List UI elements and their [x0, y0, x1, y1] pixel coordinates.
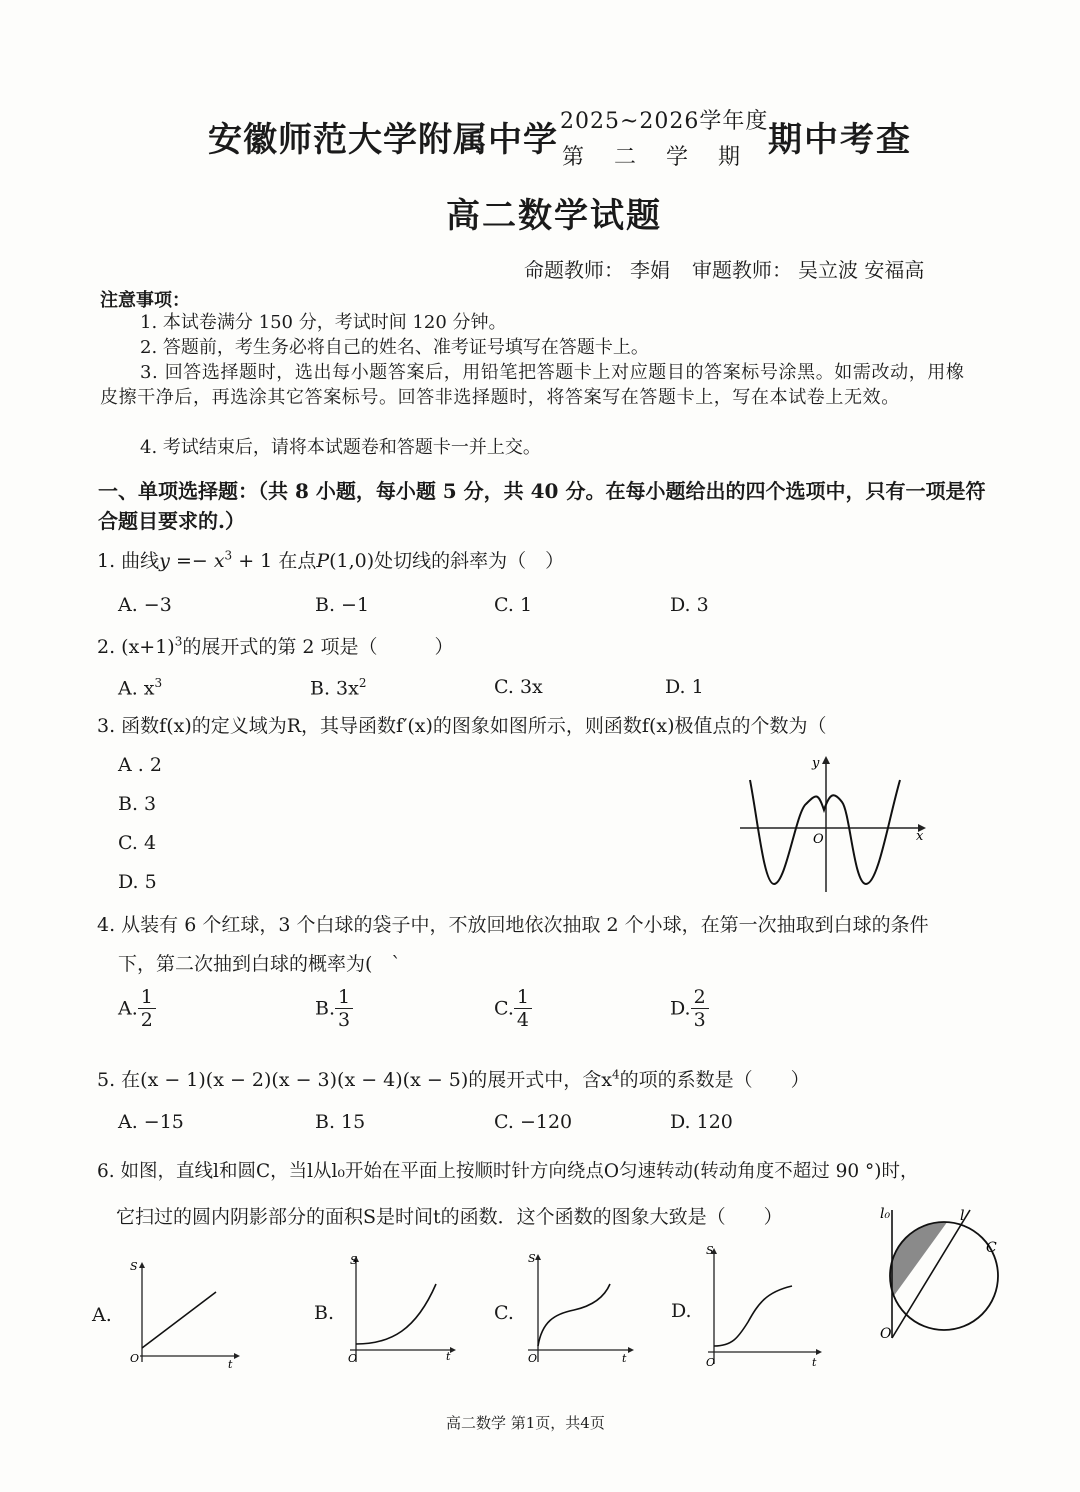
q1-option-a: A. −3 — [118, 594, 172, 616]
q4-option-c: C. $\frac{1}{4}$ — [494, 986, 532, 1031]
x-axis-label: x — [916, 829, 924, 844]
notice-title: 注意事项： — [100, 290, 190, 311]
label-l: l — [960, 1208, 965, 1224]
section-heading: 一、单项选择题：（共 8 小题，每小题 5 分，共 40 分。在每小题给出的四个选项中，只有一项是符合题目要求的.） — [98, 479, 986, 533]
reviewer-label: 审题教师： — [692, 258, 792, 282]
q4-option-b: B. $\frac{1}{3}$ — [315, 986, 353, 1031]
q2-option-c: C. 3x — [494, 676, 543, 698]
q6-option-d-label: D. — [671, 1300, 692, 1322]
q3-option-a: A . 2 — [118, 754, 162, 776]
question-6-line1: 6. 如图，直线l和圆C，当l从l₀开始在平面上按顺时针方向绕点O匀速转动(转动角度不超过 90 °)时， — [97, 1161, 919, 1182]
q6-option-a-label: A. — [92, 1304, 112, 1326]
y-axis-label: y — [812, 756, 820, 771]
q6-graph-b — [336, 1250, 460, 1368]
school-year: 2025~2026学年度 — [560, 109, 769, 134]
curve-d — [714, 1286, 792, 1346]
q3-option-b: B. 3 — [118, 793, 157, 815]
term: 第二学期 — [562, 145, 771, 170]
q2-option-a: A. $x^3$ — [118, 676, 163, 700]
exam-type: 期中考查 — [768, 120, 912, 160]
derivative-graph — [736, 752, 936, 898]
q6-option-c-label: C. — [494, 1302, 514, 1324]
s-axis-label: S — [528, 1252, 536, 1265]
s-axis-label: S — [130, 1260, 138, 1273]
notice-item: 2. 答题前，考生务必将自己的姓名、准考证号填写在答题卡上。 — [140, 337, 649, 358]
label-o: O — [880, 1326, 892, 1342]
q6-graph-c — [514, 1248, 640, 1368]
derivative-curve — [750, 780, 900, 884]
reviewer-names: 吴立波 安福高 — [798, 258, 925, 282]
label-l0: l₀ — [880, 1206, 891, 1222]
q5-option-d: D. 120 — [670, 1111, 733, 1133]
q3-option-d: D. 5 — [118, 871, 157, 893]
curve-a — [142, 1292, 216, 1348]
authors-line — [524, 254, 930, 283]
q3-option-c: C. 4 — [118, 832, 157, 854]
page-footer: 高二数学 第1页，共4页 — [446, 1414, 605, 1432]
origin-label: O — [813, 832, 824, 847]
question-4-line1: 4. 从装有 6 个红球，3 个白球的袋子中，不放回地依次抽取 2 个小球，在第一次抽取到白球的条件 — [97, 914, 929, 936]
curve-c — [538, 1284, 610, 1346]
q6-graph-a — [120, 1256, 244, 1368]
school-name: 安徽师范大学附属中学 — [208, 120, 558, 160]
notice-item: 1. 本试卷满分 150 分，考试时间 120 分钟。 — [140, 312, 507, 333]
q5-option-b: B. 15 — [315, 1111, 366, 1133]
setter-name: 李娟 — [630, 258, 670, 282]
t-axis-label: t — [228, 1358, 233, 1368]
origin-label: O — [348, 1352, 358, 1365]
q2-option-d: D. 1 — [665, 676, 704, 698]
question-3-stem: 3. 函数f(x)的定义域为R，其导函数f′(x)的图象如图所示，则函数f(x)极值点的个数为（ — [97, 715, 827, 737]
q5-option-a: A. −15 — [118, 1111, 184, 1133]
question-4-line2: 下，第二次抽到白球的概率为( ` — [118, 953, 401, 975]
exam-title: 高二数学试题 — [446, 196, 662, 236]
question-2-stem: 2. $(x+1)^3$的展开式的第 2 项是（ ） — [97, 634, 454, 658]
q4-option-a: A. $\frac{1}{2}$ — [118, 986, 156, 1031]
question-5-stem: 5. 在(x − 1)(x − 2)(x − 3)(x − 4)(x − 5)的展开式中，含$x^4$的项的系数是（ ） — [97, 1067, 810, 1091]
origin-label: O — [706, 1356, 716, 1368]
setter-label: 命题教师： — [524, 258, 624, 282]
s-axis-label: S — [350, 1254, 358, 1267]
q1-option-d: D. 3 — [670, 594, 709, 616]
question-6-line2: 它扫过的圆内阴影部分的面积S是时间t的函数．这个函数的图象大致是（ ） — [116, 1206, 783, 1228]
s-axis-label: S — [706, 1244, 714, 1257]
origin-label: O — [130, 1352, 140, 1365]
q6-graph-d — [694, 1240, 828, 1368]
notice-item: 3. 回答选择题时，选出每小题答案后，用铅笔把答题卡上对应题目的答案标号涂黑。如需改动，用橡皮擦干净后，再选涂其它答案标号。回答非选择题时，将答案写在答题卡上，写在本试卷上无效。 — [100, 362, 965, 408]
curve-b — [356, 1284, 436, 1344]
q5-option-c: C. −120 — [494, 1111, 573, 1133]
q6-option-b-label: B. — [314, 1302, 335, 1324]
t-axis-label: t — [446, 1350, 451, 1363]
q2-option-b: B. $3x^2$ — [310, 676, 367, 700]
t-axis-label: t — [812, 1356, 817, 1368]
origin-label: O — [528, 1352, 538, 1365]
q6-circle-figure — [872, 1196, 1012, 1348]
q1-option-c: C. 1 — [494, 594, 533, 616]
t-axis-label: t — [622, 1352, 627, 1365]
notice-item: 4. 考试结束后，请将本试题卷和答题卡一并上交。 — [140, 437, 541, 458]
question-1-stem: 1. 曲线$y =- x^3 + 1$ 在点P(1,0)处切线的斜率为（ ） — [97, 548, 565, 572]
q4-option-d: D. $\frac{2}{3}$ — [670, 986, 709, 1031]
label-c: C — [986, 1240, 997, 1256]
q1-option-b: B. −1 — [315, 594, 370, 616]
